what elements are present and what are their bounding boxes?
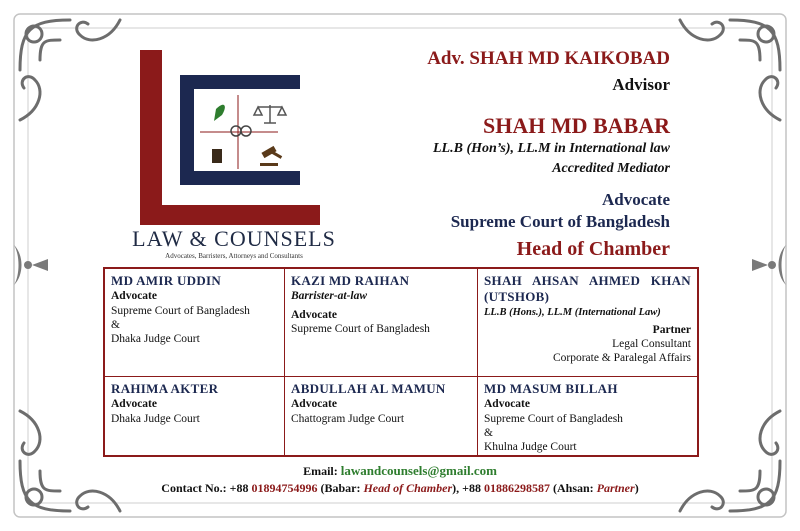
member-line: Corporate & Paralegal Affairs xyxy=(552,352,691,365)
member-title: Advocate xyxy=(111,290,157,303)
head-court: Supreme Court of Bangladesh xyxy=(450,212,670,231)
member-title: Advocate xyxy=(291,398,337,411)
member-cell xyxy=(285,377,477,457)
phone-label: Contact No.: xyxy=(161,481,227,495)
side-ornament-left xyxy=(14,245,48,285)
member-title: Advocate xyxy=(111,398,157,411)
member-line: & xyxy=(111,319,120,331)
member-name: (UTSHOB) xyxy=(484,289,550,305)
head-name: SHAH MD BABAR xyxy=(482,113,670,138)
member-line: Khulna Judge Court xyxy=(484,441,577,454)
corner-scroll-top-right xyxy=(680,20,780,120)
head-title: Advocate xyxy=(602,190,670,209)
scales-icon xyxy=(254,105,286,123)
member-degrees: LL.B (Hons.), LL.M (International Law) xyxy=(484,306,661,318)
phone-prefix: +88 xyxy=(462,481,481,495)
member-title: Advocate xyxy=(484,398,530,411)
book-icon xyxy=(212,149,222,163)
member-name: RAHIMA AKTER xyxy=(111,381,219,396)
brand-tagline: Advocates, Barristers, Attorneys and Consultants xyxy=(165,252,303,260)
phone-prefix: +88 xyxy=(229,481,249,495)
member-cell xyxy=(105,269,284,376)
member-name: MD AMIR UDDIN xyxy=(111,273,222,288)
corner-scroll-top-left xyxy=(20,20,120,120)
advisor-name: Adv. SHAH MD KAIKOBAD xyxy=(427,48,670,69)
phone-note: ) xyxy=(634,481,639,495)
head-position: Head of Chamber xyxy=(516,238,670,260)
member-cell xyxy=(478,269,697,376)
members-table xyxy=(103,267,699,457)
brand-name: LAW & COUNSELS xyxy=(132,226,336,251)
phone-note: ), xyxy=(452,481,460,495)
side-ornament-right xyxy=(752,245,786,285)
member-cell xyxy=(105,377,284,457)
member-line: Supreme Court of Bangladesh xyxy=(291,323,430,335)
member-line: Supreme Court of Bangladesh xyxy=(484,412,623,425)
phone-number[interactable]: 01886298587 xyxy=(483,481,550,495)
phone-note-role: Head of Chamber xyxy=(363,481,453,495)
email-link[interactable]: lawandcounsels@gmail.com xyxy=(340,463,497,478)
member-line: Supreme Court of Bangladesh xyxy=(111,304,250,317)
member-name: ABDULLAH AL MAMUN xyxy=(291,381,446,396)
email-label: Email: xyxy=(303,464,338,478)
phone-note: (Ahsan: xyxy=(552,481,597,495)
member-title: Partner xyxy=(652,323,691,336)
member-line: Dhaka Judge Court xyxy=(111,412,200,425)
head-mediator: Accredited Mediator xyxy=(552,161,670,176)
member-cell xyxy=(478,377,697,457)
handcuffs-icon xyxy=(231,126,251,136)
member-line: Legal Consultant xyxy=(612,338,691,350)
member-name: MD MASUM BILLAH xyxy=(484,381,618,396)
phone-number[interactable]: 01894754996 xyxy=(251,481,318,495)
phone-note-role: Partner xyxy=(596,481,635,495)
member-line: Chattogram Judge Court xyxy=(291,412,405,425)
member-title: Barrister-at-law xyxy=(291,290,368,303)
advisor-role: Advisor xyxy=(612,75,670,94)
phone-note: (Babar: xyxy=(320,481,364,495)
email-line xyxy=(0,463,800,479)
member-cell xyxy=(285,269,477,376)
member-line: Dhaka Judge Court xyxy=(111,333,200,346)
member-name: KAZI MD RAIHAN xyxy=(291,273,410,288)
phone-line xyxy=(0,481,800,496)
quill-icon xyxy=(214,105,225,121)
gavel-icon xyxy=(260,146,282,166)
member-title: Advocate xyxy=(291,308,337,321)
logo-letter-c xyxy=(180,75,300,185)
member-line: & xyxy=(484,427,493,439)
member-name: SHAH AHSAN AHMED KHAN xyxy=(484,273,691,288)
logo-icon-grid xyxy=(200,95,278,169)
head-degrees: LL.B (Hon’s), LL.M in International law xyxy=(433,141,670,156)
brand-block xyxy=(118,226,350,260)
